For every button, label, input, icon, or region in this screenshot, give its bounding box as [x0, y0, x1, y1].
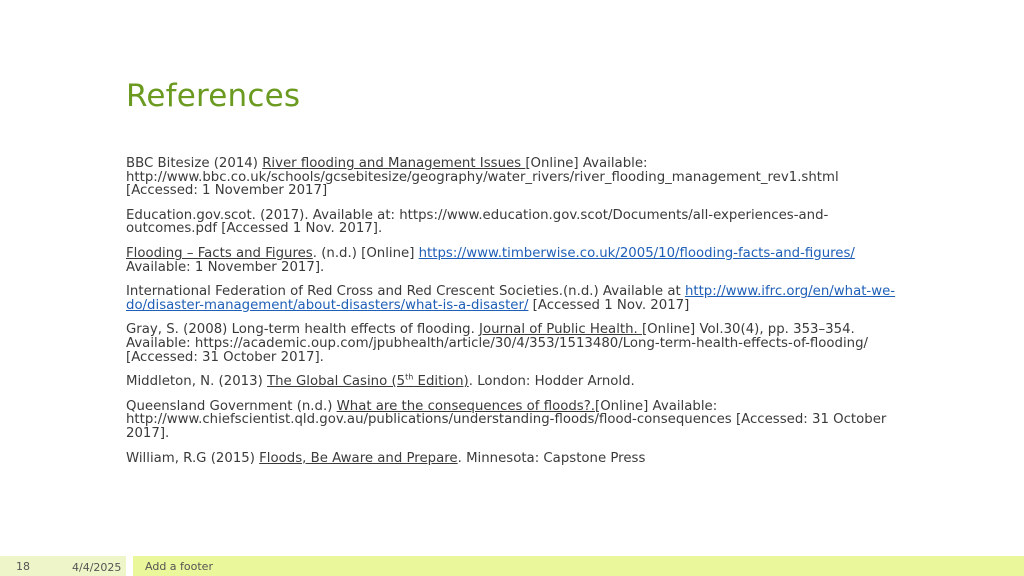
reference-gray: Gray, S. (2008) Long-term health effects of flooding. Journal of Public Health. [Online] Vol.30(4), pp. 353–354. Available: https://academic.oup.com/jpubhealth/article/30/4/353/1513480/Long-term-health-effects-of-flooding/ [Accessed: 31 October 2017].: [126, 322, 869, 365]
references-list: [126, 157, 901, 476]
reference-william: William, R.G (2015) Floods, Be Aware and Prepare. Minnesota: Capstone Press: [126, 450, 646, 466]
reference-middleton: Middleton, N. (2013) The Global Casino (5th Edition). London: Hodder Arnold.: [126, 372, 635, 390]
footer-left-panel: [0, 556, 126, 576]
footer-text[interactable]: Add a footer: [145, 560, 213, 573]
ifrc-link[interactable]: http://www.ifrc.org/en/what-we-do/disaster-management/about-disasters/what-is-a-disaster/: [126, 284, 896, 313]
footer-right-panel: [133, 556, 1024, 576]
global-casino-title: The Global Casino (5th Edition): [267, 372, 469, 390]
footer-date: 4/4/2025: [72, 561, 122, 574]
slide-title: References: [126, 78, 301, 114]
reference-ifrc: International Federation of Red Cross and Red Crescent Societies.(n.d.) Available at http://www.ifrc.org/en/what-we-do/disaster-management/about-disasters/what-is-a-disaster/ [Accessed 1 Nov. 2017]: [126, 284, 896, 313]
slide-number: 18: [16, 560, 30, 573]
reference-queensland: Queensland Government (n.d.) What are the consequences of floods?.[Online] Available: http://www.chiefscientist.qld.gov.au/publications/understanding-floods/flood-consequences [Accessed: 31 October 2017].: [126, 398, 887, 441]
reference-education-gov: Education.gov.scot. (2017). Available at: https://www.education.gov.scot/Documents/all-experiences-and-outcomes.pdf [Accessed 1 Nov. 2017].: [126, 207, 829, 237]
timberwise-link[interactable]: https://www.timberwise.co.uk/2005/10/flooding-facts-and-figures/: [418, 245, 855, 261]
reference-flooding-facts: Flooding – Facts and Figures. (n.d.) [Online] https://www.timberwise.co.uk/2005/10/flooding-facts-and-figures/ Available: 1 November 2017].: [126, 245, 855, 275]
reference-bbc: BBC Bitesize (2014) River flooding and Management Issues [Online] Available: http://www.bbc.co.uk/schools/gcsebitesize/geography/water_rivers/river_flooding_management_rev1.shtml [Accessed: 1 November 2017]: [126, 156, 839, 199]
footer-bar: [0, 556, 1024, 576]
